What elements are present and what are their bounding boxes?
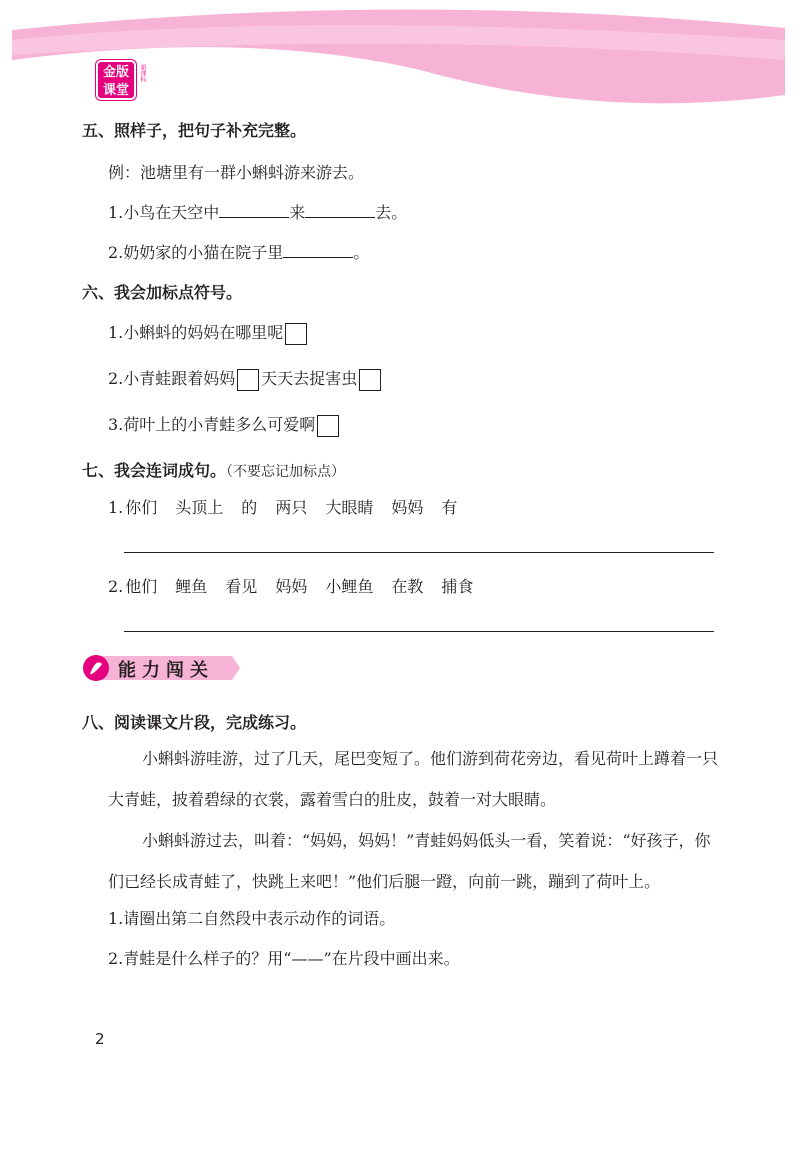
- s6-q2-text-a: 2.小青蛙跟着妈妈: [108, 369, 236, 388]
- q1-suffix: 去。: [375, 203, 408, 222]
- section-5-q2: [108, 240, 369, 263]
- section-6-q2: [108, 366, 383, 391]
- word: 小鲤鱼: [325, 577, 374, 596]
- brand-logo: [96, 60, 136, 100]
- word: 鲤鱼: [175, 577, 208, 596]
- q1-blank-1[interactable]: [219, 201, 289, 218]
- section-7-q1: [108, 495, 475, 518]
- q1-prefix: 1.小鸟在天空中: [108, 203, 220, 222]
- answer-line-2[interactable]: [124, 631, 714, 632]
- punctuation-box[interactable]: [237, 369, 259, 391]
- ability-section-title: 能力闯关: [118, 660, 214, 681]
- s7-q2-num: 2.: [108, 577, 124, 596]
- word: 妈妈: [391, 498, 424, 517]
- word: 妈妈: [275, 577, 308, 596]
- word: 的: [241, 498, 258, 517]
- section-6-q3: [108, 412, 341, 437]
- word: 有: [441, 498, 458, 517]
- q2-prefix: 2.奶奶家的小猫在院子里: [108, 243, 284, 262]
- s7-note: （不要忘记加标点）: [226, 464, 346, 480]
- s7-heading-text: 七、我会连词成句。: [82, 461, 227, 480]
- logo-line1: 金版: [102, 65, 129, 80]
- q2-blank[interactable]: [283, 241, 353, 258]
- reading-paragraph-1: 小蝌蚪游哇游，过了几天，尾巴变短了。他们游到荷花旁边，看见荷叶上蹲着一只大青蛙，披着碧绿的衣裳，露着雪白的肚皮，鼓着一对大眼睛。: [108, 749, 719, 809]
- word: 头顶上: [175, 498, 224, 517]
- punctuation-box[interactable]: [285, 323, 307, 345]
- section-5-q1: [108, 200, 407, 223]
- section-5-example: 例：池塘里有一群小蝌蚪游来游去。: [108, 163, 365, 182]
- s7-q1-num: 1.: [108, 498, 124, 517]
- word: 他们: [125, 577, 158, 596]
- section-6-heading: 六、我会加标点符号。: [82, 283, 243, 302]
- q1-blank-2[interactable]: [305, 201, 375, 218]
- s6-q1-text: 1.小蝌蚪的妈妈在哪里呢: [108, 323, 284, 342]
- q2-suffix: 。: [353, 243, 370, 262]
- section-8-q2: 2.青蛙是什么样子的？用“——”在片段中画出来。: [108, 949, 460, 968]
- section-5-heading: 五、照样子，把句子补充完整。: [82, 121, 307, 140]
- word: 在教: [391, 577, 424, 596]
- s6-q3-text: 3.荷叶上的小青蛙多么可爱啊: [108, 415, 316, 434]
- section-8-heading: 八、阅读课文片段，完成练习。: [82, 713, 307, 732]
- logo-line2: 课堂: [102, 83, 129, 98]
- punctuation-box[interactable]: [359, 369, 381, 391]
- section-7-q2: [108, 574, 491, 597]
- word: 两只: [275, 498, 308, 517]
- reading-paragraph-2: 小蝌蚪游过去，叫着：“妈妈，妈妈！”青蛙妈妈低头一看，笑着说：“好孩子，你们已经长成青蛙了，快跳上来吧！”他们后腿一蹬，向前一跳，蹦到了荷叶上。: [108, 831, 711, 891]
- word: 大眼睛: [325, 498, 374, 517]
- answer-line-1[interactable]: [124, 552, 714, 553]
- section-7-heading: [82, 458, 345, 481]
- q1-mid: 来: [289, 203, 306, 222]
- section-6-q1: [108, 320, 309, 345]
- logo-sub: 新课标: [139, 64, 146, 82]
- word: 你们: [125, 498, 158, 517]
- punctuation-box[interactable]: [317, 415, 339, 437]
- word: 看见: [225, 577, 258, 596]
- page-number: 2: [95, 1030, 105, 1048]
- s6-q2-text-b: 天天去捉害虫: [261, 369, 358, 388]
- section-8-q1: 1.请圈出第二自然段中表示动作的词语。: [108, 909, 396, 928]
- word: 捕食: [441, 577, 474, 596]
